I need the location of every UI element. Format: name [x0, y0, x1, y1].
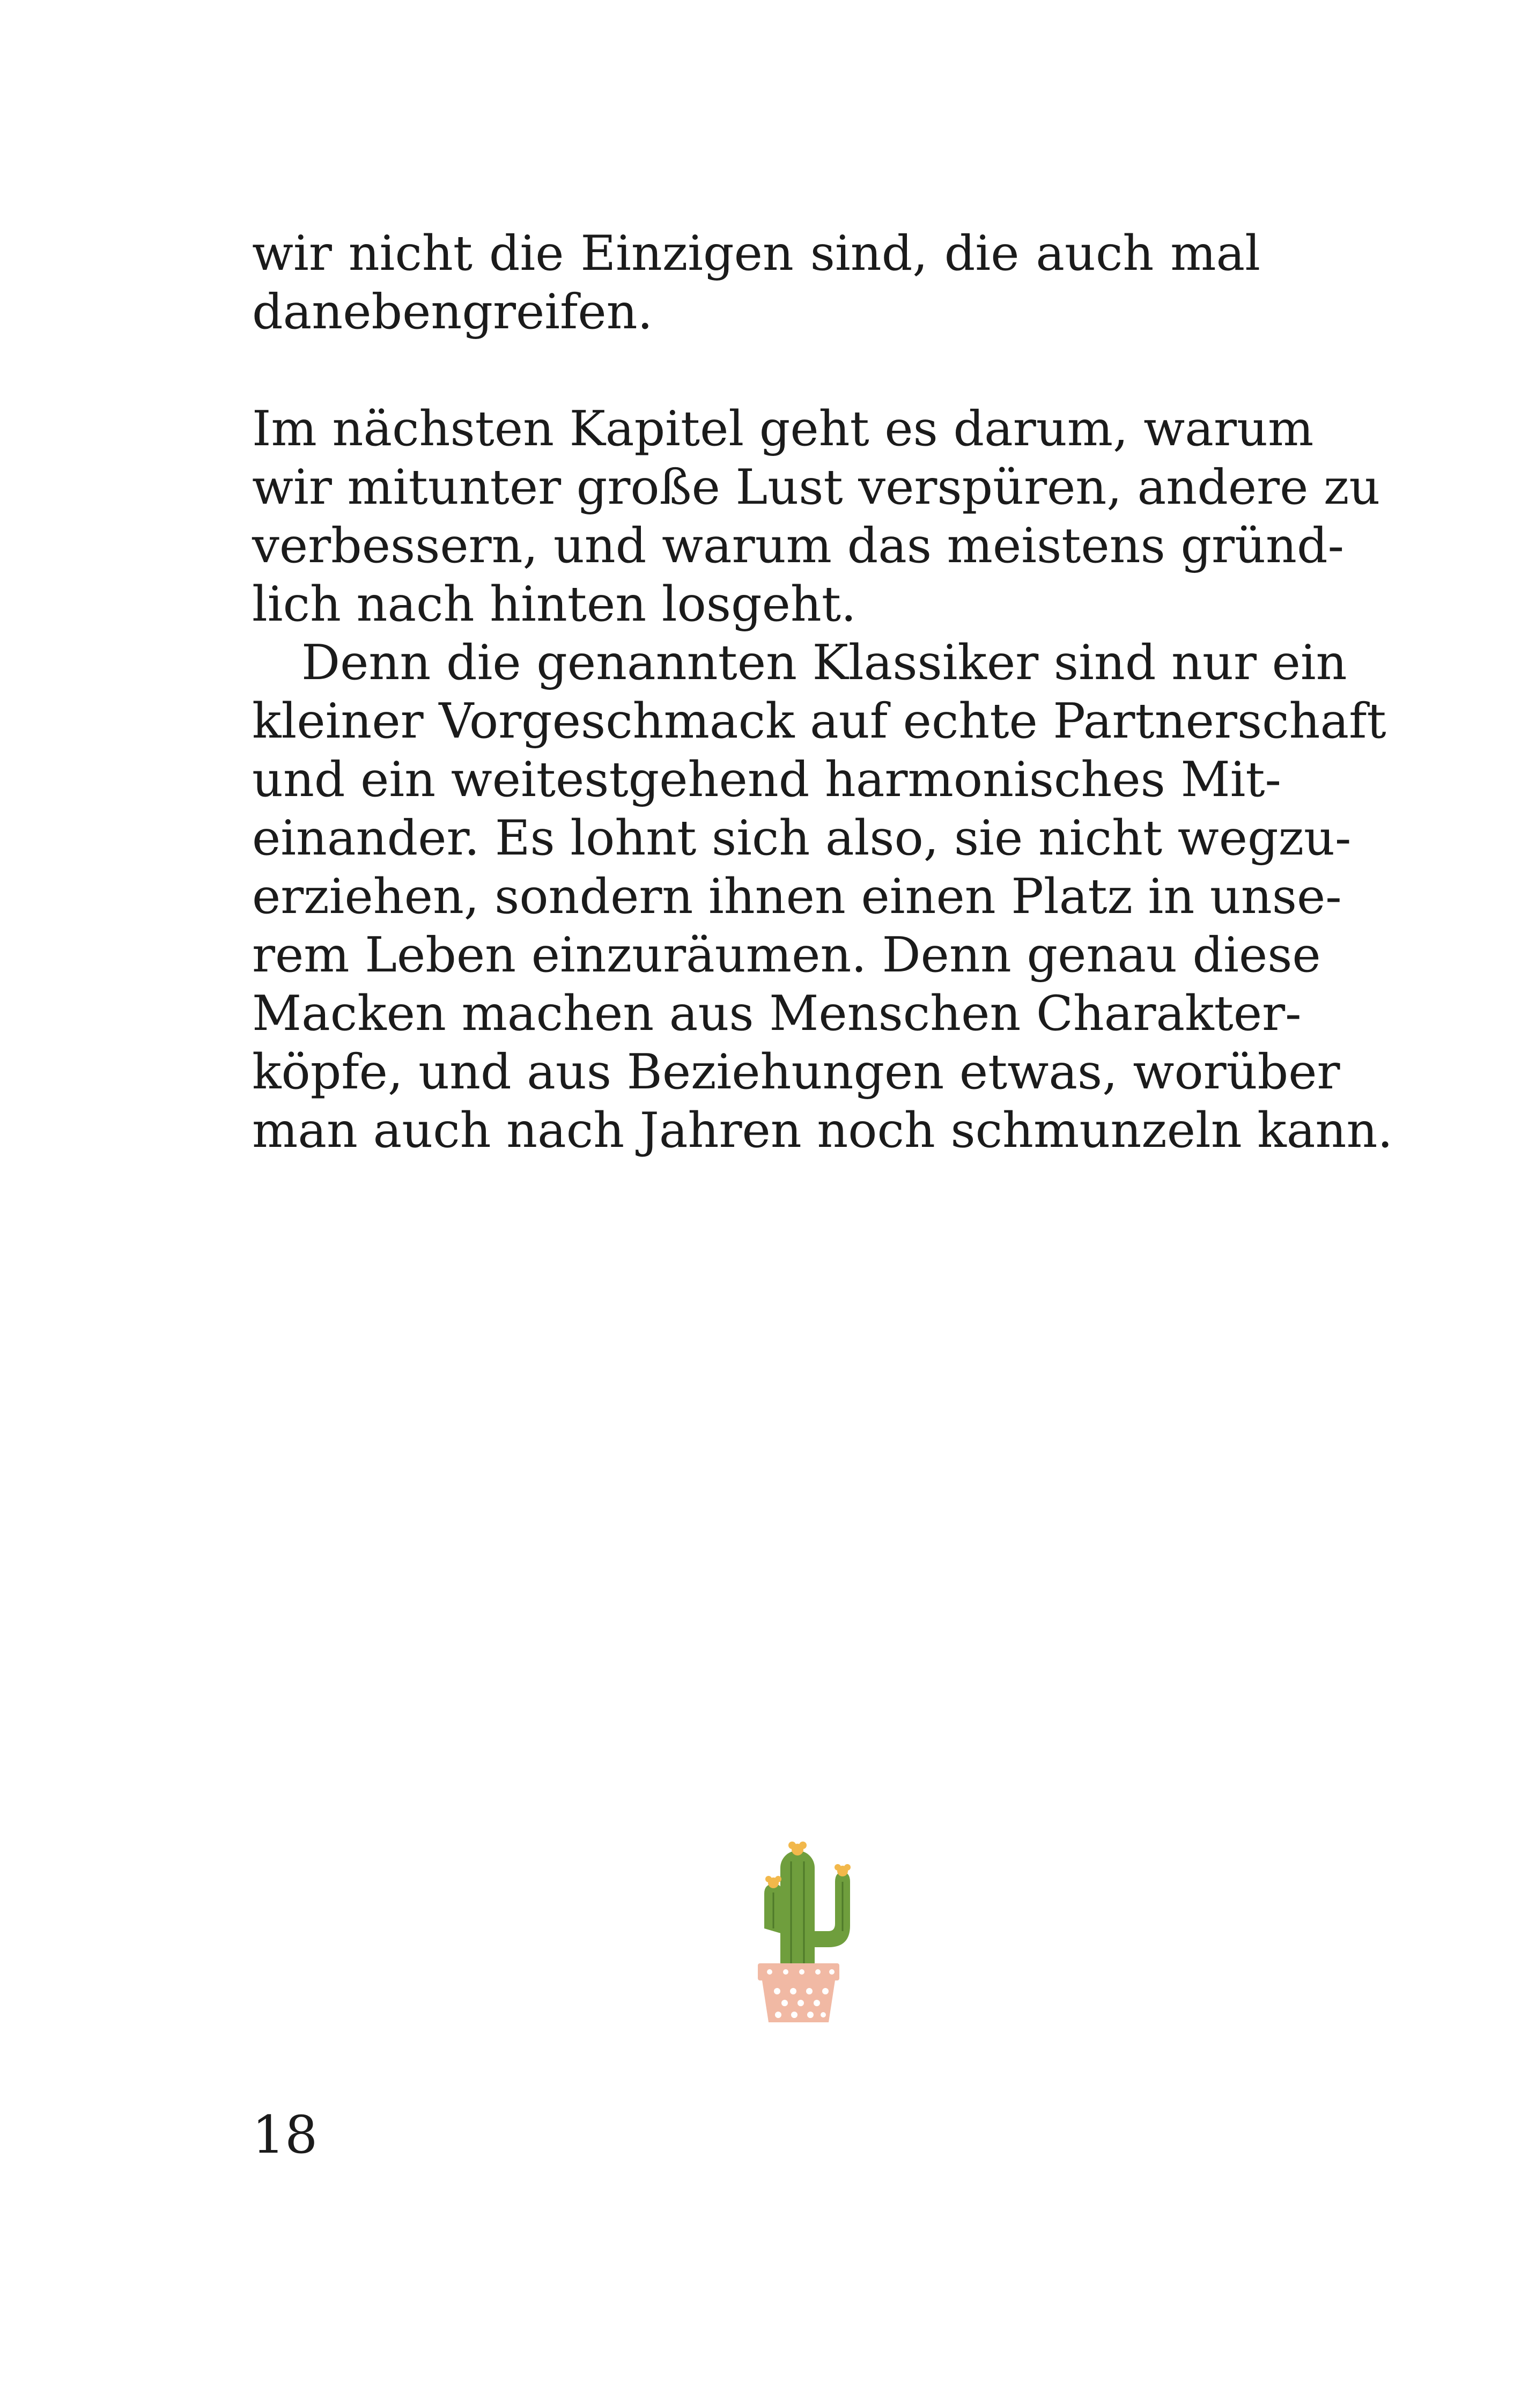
text-line: kleiner Vorgeschmack auf echte Partnerschaft [252, 693, 1386, 749]
paragraph-gap [252, 341, 1260, 400]
text-line: erziehen, sondern ihnen einen Platz in unse- [252, 868, 1342, 925]
cactus-right-arm [811, 1872, 850, 1947]
cactus-icon [748, 1840, 855, 2025]
text-line: wir mitunter große Lust verspüren, andere zu [252, 459, 1380, 516]
text-line: Im nächsten Kapitel geht es darum, warum [252, 401, 1314, 457]
text-line: wir nicht die Einzigen sind, die auch mal [252, 225, 1260, 282]
text-line: und ein weitestgehend harmonisches Mit- [252, 752, 1281, 808]
text-line: lich nach hinten losgeht. [252, 576, 857, 632]
text-line: danebengreifen. [252, 284, 653, 340]
text-line: verbessern, und warum das meistens gründ- [252, 518, 1345, 574]
text-line: rem Leben einzuräumen. Denn genau diese [252, 927, 1321, 983]
text-line: man auch nach Jahren noch schmunzeln kann. [252, 1102, 1393, 1159]
cactus-trunk [780, 1851, 815, 1979]
text-line: Denn die genannten Klassiker sind nur ein [301, 635, 1347, 691]
body-text [252, 224, 1393, 1160]
page-number: 18 [252, 2105, 318, 2165]
text-line: einander. Es lohnt sich also, sie nicht wegzu- [252, 810, 1352, 866]
text-line: Macken machen aus Menschen Charakter- [252, 985, 1302, 1042]
text-line: köpfe, und aus Beziehungen etwas, worüber [252, 1044, 1340, 1100]
